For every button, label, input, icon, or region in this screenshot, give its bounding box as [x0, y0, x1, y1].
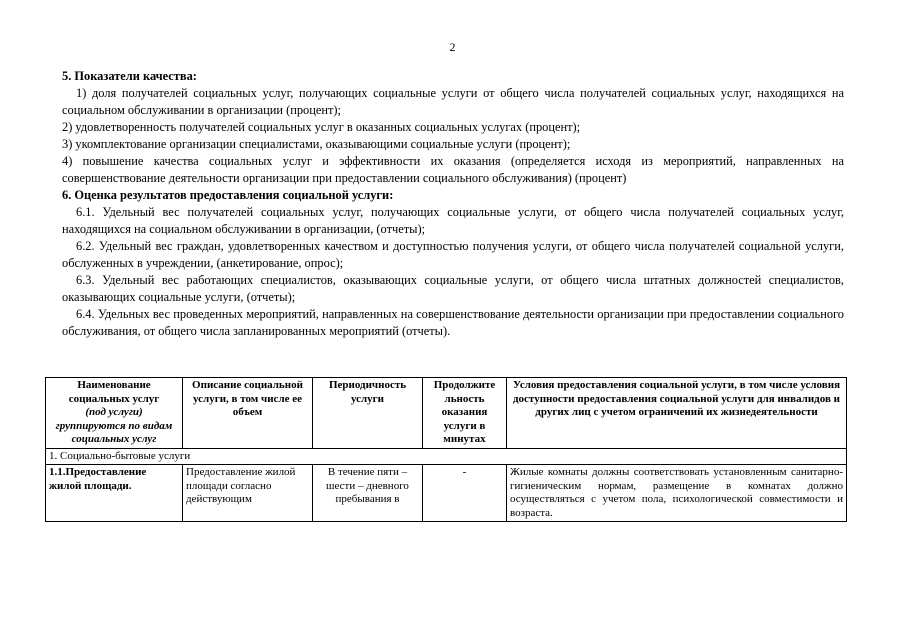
- document-body: [62, 68, 844, 340]
- header-service-name: [46, 378, 183, 449]
- cell-conditions: Жилые комнаты должны соответствовать установленным санитарно-гигиеническим нормам, размещение в комнатах должно осуществляться с учетом пола, психологической совместимости и возраста.: [507, 465, 847, 522]
- section-6-item: 6.2. Удельный вес граждан, удовлетворенных качеством и доступностью получения услуги, от общего числа получателей социальной услуги, обслуженных в учреждении, (анкетирование, опрос);: [62, 239, 844, 270]
- section-5-item: 3) укомплектование организации специалистами, оказывающими социальные услуги (процент);: [62, 137, 571, 151]
- table-header-row: [46, 378, 847, 449]
- section-5-item: 4) повышение качества социальных услуг и эффективности их оказания (определяется исходя из мероприятий, направленных на совершенствование деятельности организации при предоставлении социального обслуживания) (процент): [62, 154, 844, 185]
- section-6-item: 6.3. Удельный вес работающих специалистов, оказывающих социальные услуги, от общего числа штатных должностей специалистов, оказывающих социальные услуги, (отчеты);: [62, 273, 844, 304]
- header-conditions: Условия предоставления социальной услуги, в том числе условия доступности предоставления социальной услуги для инвалидов и других лиц с учетом ограничений их жизнедеятельности: [507, 378, 847, 449]
- cell-description: Предоставление жилой площади согласно действующим: [183, 465, 313, 522]
- section-5-item: 2) удовлетворенность получателей социальных услуг в оказанных социальных услугах (процент);: [62, 120, 581, 134]
- section-5-heading: 5. Показатели качества:: [62, 69, 197, 83]
- section-6-item: 6.4. Удельных вес проведенных мероприятий, направленных на совершенствование деятельности организации при предоставлении социального обслуживания, от общего числа запланированных мероприятий (отчеты).: [62, 307, 844, 338]
- header-periodicity: Периодичность услуги: [313, 378, 423, 449]
- section-6-item: 6.1. Удельный вес получателей социальных услуг, получающих социальные услуги, от общего числа получателей социальных услуг, находящихся на социальном обслуживании в организации, (отчеты);: [62, 205, 844, 236]
- table-section-row: [46, 448, 847, 465]
- cell-periodicity: В течение пяти – шести – дневного пребывания в: [313, 465, 423, 522]
- section-5-item: 1) доля получателей социальных услуг, получающих социальные услуги от общего числа получателей социальных услуг, находящихся на социальном обслуживании в организации (процент);: [62, 86, 844, 117]
- section-6-heading: 6. Оценка результатов предоставления социальной услуги:: [62, 188, 394, 202]
- services-table-wrapper: [45, 377, 846, 522]
- cell-service-name: 1.1.Предоставление жилой площади.: [46, 465, 183, 522]
- page-number: 2: [449, 40, 456, 54]
- header-duration: Продолжите льность оказания услуги в минутах: [423, 378, 507, 449]
- table-row: [46, 465, 847, 522]
- header-service-name-italic: (под услуги) группируются по видам социальных услуг: [55, 406, 173, 445]
- section-row-label: 1. Социально-бытовые услуги: [46, 448, 847, 465]
- header-description: Описание социальной услуги, в том числе ее объем: [183, 378, 313, 449]
- services-table: [45, 377, 847, 522]
- header-service-name-main: Наименование социальных услуг: [68, 379, 160, 405]
- cell-duration: -: [423, 465, 507, 522]
